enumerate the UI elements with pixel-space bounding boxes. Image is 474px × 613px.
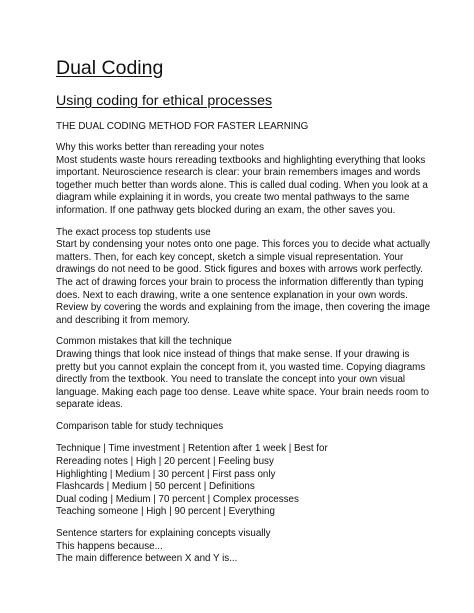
- section-body: Most students waste hours rereading textbooks and highlighting everything that looks important. Neuroscience research is clear: your brain remembers images and words together much better than words alone. This is called dual coding. When you look at a diagram while explaining it in words, you create two mental pathways to the same information. If one pathway gets blocked during an exam, the other saves you.: [56, 154, 428, 216]
- table-row: Flashcards | Medium | 50 percent | Definitions: [56, 481, 255, 493]
- document-tagline: THE DUAL CODING METHOD FOR FASTER LEARNING: [56, 121, 309, 132]
- comparison-table-heading: Comparison table for study techniques: [56, 420, 224, 432]
- sentence-starter: This happens because...: [56, 540, 163, 552]
- section-heading: Common mistakes that kill the technique: [56, 336, 232, 348]
- section-common-mistakes: [56, 336, 436, 412]
- section-heading: Why this works better than rereading your notes: [56, 142, 265, 153]
- sentence-starter: The main difference between X and Y is...: [56, 553, 238, 565]
- table-row: Rereading notes | High | 20 percent | Feeling busy: [56, 456, 274, 468]
- section-why-it-works: [56, 142, 436, 218]
- section-body: Start by condensing your notes onto one page. This forces you to decide what actually matters. Then, for each key concept, sketch a simple visual representation. Your drawings do not need to be good. Stick figures and boxes with arrows work perfectly. The act of drawing forces your brain to process the information differently than typing does. Next to each drawing, write a one sentence explanation in your own words. Review by covering the words and explaining from the image, then covering the image and describing it from memory.: [56, 239, 431, 326]
- document-title: Dual Coding: [56, 57, 164, 79]
- section-sentence-starters: [56, 528, 436, 566]
- comparison-table: [56, 443, 436, 519]
- table-row: Highlighting | Medium | 30 percent | First pass only: [56, 468, 276, 480]
- section-heading: The exact process top students use: [56, 226, 211, 238]
- document-page: [56, 56, 436, 575]
- section-body: Drawing things that look nice instead of things that make sense. If your drawing is pretty but you cannot explain the concept from it, you wasted time. Copying diagrams directly from the textbook. You need to translate the concept into your own visual language. Making each page too dense. Leave white space. Your brain needs room to separate ideas.: [56, 348, 430, 411]
- table-row: Teaching someone | High | 90 percent | Everything: [56, 506, 275, 518]
- table-row-header: Technique | Time investment | Retention after 1 week | Best for: [56, 443, 328, 455]
- table-row: Dual coding | Medium | 70 percent | Complex processes: [56, 493, 299, 505]
- document-subtitle: Using coding for ethical processes: [56, 93, 273, 109]
- section-process: [56, 227, 436, 328]
- sentence-starters-heading: Sentence starters for explaining concepts visually: [56, 528, 271, 540]
